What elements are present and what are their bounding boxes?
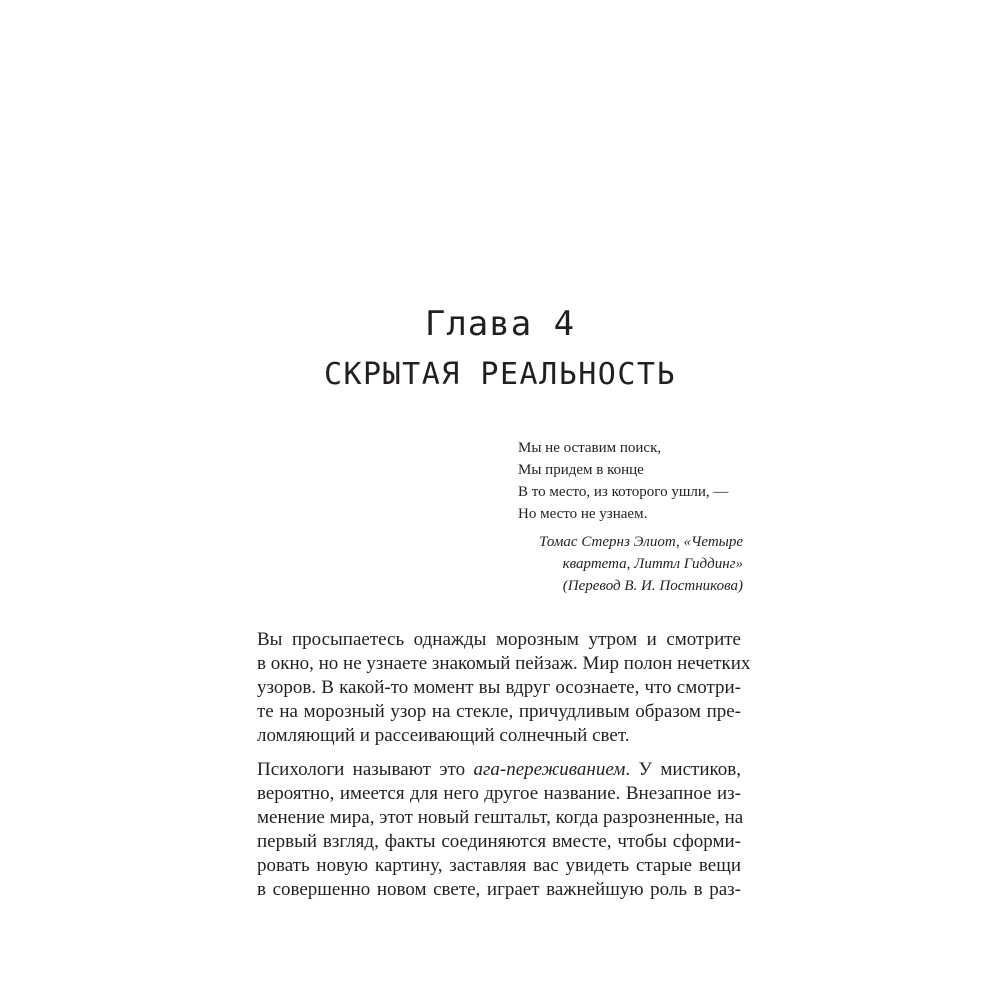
paragraph [257, 628, 751, 748]
epigraph-line: Но место не узнаем. [518, 506, 648, 522]
paragraph-line [257, 758, 741, 782]
paragraph-line: в окно, но не узнаете знакомый пейзаж. Мир полон нечетких [257, 653, 751, 674]
text-run: Психологи называют это [257, 759, 474, 780]
attribution-line: (Перевод В. И. Постникова) [562, 578, 743, 594]
attribution-line: квартета, Литтл Гиддинг» [562, 556, 743, 572]
paragraph-line: менение мира, этот новый гештальт, когда разрозненные, на [257, 807, 744, 828]
epigraph [518, 437, 758, 597]
chapter-number: Глава 4 [424, 304, 576, 344]
paragraph [257, 758, 744, 902]
attribution-line: Томас Стернз Элиот, «Четыре [539, 534, 743, 550]
paragraph-line: ломляющий и рассеивающий солнечный свет. [257, 725, 630, 746]
paragraph-line: те на морозный узор на стекле, причудливым образом пре- [257, 701, 741, 722]
epigraph-line: Мы придем в конце [518, 462, 644, 478]
epigraph-line: Мы не оставим поиск, [518, 440, 662, 456]
text-run: . У мистиков, [625, 759, 741, 780]
paragraph-line: вероятно, имеется для него другое название. Внезапное из- [257, 783, 741, 804]
paragraph-line: ровать новую картину, заставляя вас увидеть старые вещи [257, 855, 741, 876]
chapter-title: СКРЫТАЯ РЕАЛЬНОСТЬ [323, 357, 677, 392]
body-text [257, 628, 751, 912]
paragraph-line: в совершенно новом свете, играет важнейшую роль в раз- [257, 879, 741, 900]
paragraph-line: первый взгляд, факты соединяются вместе, чтобы сформи- [257, 831, 741, 852]
paragraph-line: узоров. В какой-то момент вы вдруг осознаете, что смотри- [257, 677, 741, 698]
epigraph-attribution [518, 531, 743, 597]
epigraph-line: В то место, из которого ушли, — [518, 484, 729, 500]
paragraph-line: Вы просыпаетесь однажды морозным утром и смотрите [257, 629, 741, 650]
emphasized-term: ага-переживанием [473, 759, 626, 780]
